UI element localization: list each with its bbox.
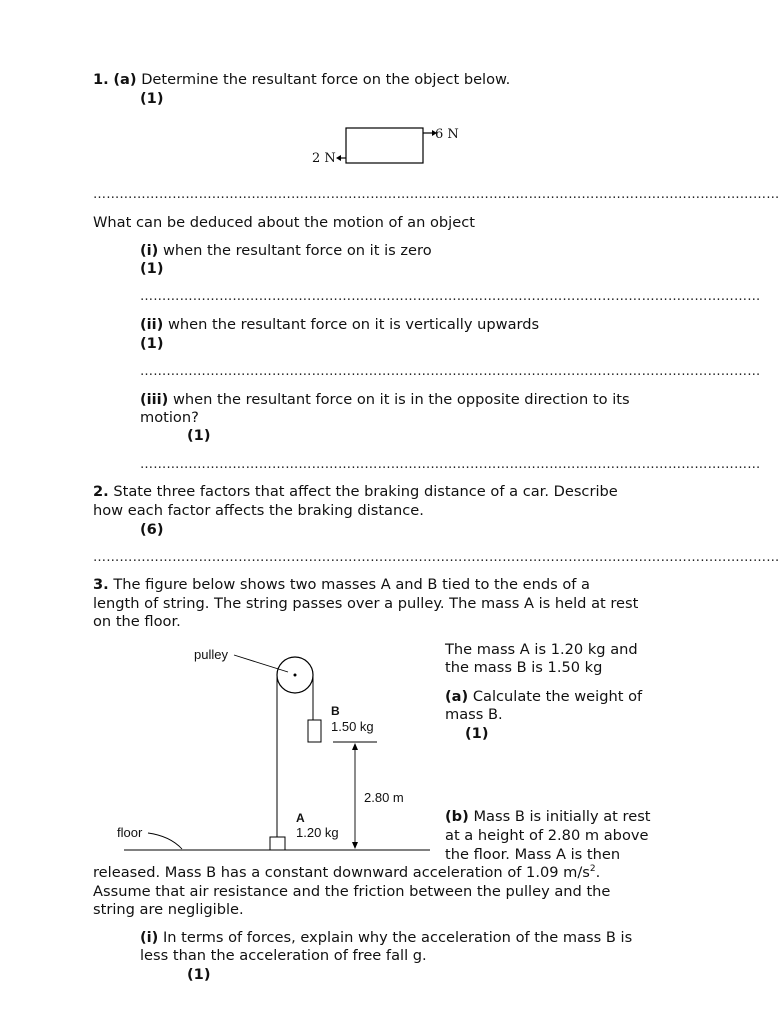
answer-line: …………………………………………………………………………………………………………………………… [140, 457, 761, 472]
q2-marks: (6) [140, 521, 164, 538]
answer-line: ………………………………………………………………………………………………………………………………………… [93, 550, 779, 565]
answer-line: ………………………………………………………………………………………………………………………………………… [93, 187, 779, 202]
mass-b-block [308, 720, 321, 742]
q2-line1 [93, 483, 618, 501]
q3-part-i-text2: less than the acceleration of free fall g. [140, 947, 427, 964]
mass-a-block [270, 837, 285, 850]
q3-part-b-label: (b) [445, 808, 469, 825]
answer-line: …………………………………………………………………………………………………………………………… [140, 289, 761, 304]
force-arrowhead-left [336, 155, 341, 161]
q1-part-i-text: when the resultant force on it is zero [162, 242, 432, 259]
q3-line2: length of string. The string passes over a pulley. The mass A is held at rest [93, 595, 639, 612]
q3-part-b-text: Mass B is initially at rest [473, 808, 651, 825]
q1-part-iii [140, 391, 630, 409]
q1-part-ii-label: (ii) [140, 316, 164, 333]
mass-a-label: A [296, 811, 305, 825]
pulley-axle [294, 674, 297, 677]
q1-part-iii-text: when the resultant force on it is in the opposite direction to its [173, 391, 630, 408]
q3-part-a-marks: (1) [465, 725, 489, 742]
q3-line1 [93, 576, 590, 594]
object-box [346, 128, 423, 163]
q3-part-b [445, 808, 651, 826]
q3-part-i-label: (i) [140, 929, 159, 946]
q1-part-i [140, 242, 432, 260]
q1-prompt: What can be deduced about the motion of an object [93, 214, 475, 231]
q3-cont3: string are negligible. [93, 901, 244, 918]
q1-part-ii-marks: (1) [140, 335, 164, 352]
q3-side2: the mass B is 1.50 kg [445, 659, 603, 676]
q2-line2: how each factor affects the braking distance. [93, 502, 424, 519]
q1-part-iii-label: (iii) [140, 391, 169, 408]
q1-marks-a: (1) [140, 90, 164, 107]
q1-part-a-label: (a) [113, 71, 137, 88]
q1-part-ii-text: when the resultant force on it is vertically upwards [168, 316, 540, 333]
q3-part-i-text: In terms of forces, explain why the acceleration of the mass B is [162, 929, 633, 946]
q3-cont1-sup: 2 [589, 864, 596, 875]
q1-part-iii-text2: motion? [140, 409, 199, 426]
q3-part-i [140, 929, 632, 947]
q1-number: 1. [93, 71, 109, 88]
q3-part-i-marks: (1) [187, 966, 211, 983]
floor-leader [148, 833, 182, 849]
height-value: 2.80 m [364, 790, 404, 805]
q3-cont1-text: released. Mass B has a constant downward acceleration of 1.09 m/s [93, 864, 590, 881]
q3-cont2: Assume that air resistance and the friction between the pulley and the [93, 883, 611, 900]
q3-part-a-text: Calculate the weight of [472, 688, 643, 705]
pulley-leader [234, 655, 288, 672]
q3-number: 3. [93, 576, 109, 593]
mass-b-value: 1.50 kg [331, 719, 374, 734]
pulley-figure [100, 640, 440, 860]
q3-side1: The mass A is 1.20 kg and [445, 641, 638, 658]
height-arrowhead-down [352, 842, 358, 849]
force-label-right: 6 N [435, 127, 459, 142]
mass-b-label: B [331, 704, 340, 718]
pulley-label: pulley [194, 647, 228, 662]
q1-part-iii-marks: (1) [187, 427, 211, 444]
q3-line3: on the floor. [93, 613, 181, 630]
q1-stem-text: Determine the resultant force on the object below. [141, 71, 511, 88]
q1-part-ii [140, 316, 539, 334]
q1-part-i-marks: (1) [140, 260, 164, 277]
q2-text1: State three factors that affect the braking distance of a car. Describe [113, 483, 618, 500]
q3-part-a-label: (a) [445, 688, 469, 705]
q3-part-b-text2: at a height of 2.80 m above [445, 827, 649, 844]
q3-cont1-end: . [595, 864, 601, 881]
height-arrowhead-up [352, 743, 358, 750]
q1-stem [93, 71, 510, 89]
force-label-left: 2 N [312, 151, 336, 166]
q3-text1: The figure below shows two masses A and B tied to the ends of a [113, 576, 590, 593]
q2-number: 2. [93, 483, 109, 500]
q3-cont1 [93, 864, 600, 882]
mass-a-value: 1.20 kg [296, 825, 339, 840]
floor-label: floor [117, 825, 143, 840]
q3-part-a-text2: mass B. [445, 706, 503, 723]
q1-part-i-label: (i) [140, 242, 159, 259]
q3-part-a [445, 688, 642, 706]
q3-part-b-text3: the floor. Mass A is then [445, 846, 621, 863]
answer-line: …………………………………………………………………………………………………………………………… [140, 364, 761, 379]
